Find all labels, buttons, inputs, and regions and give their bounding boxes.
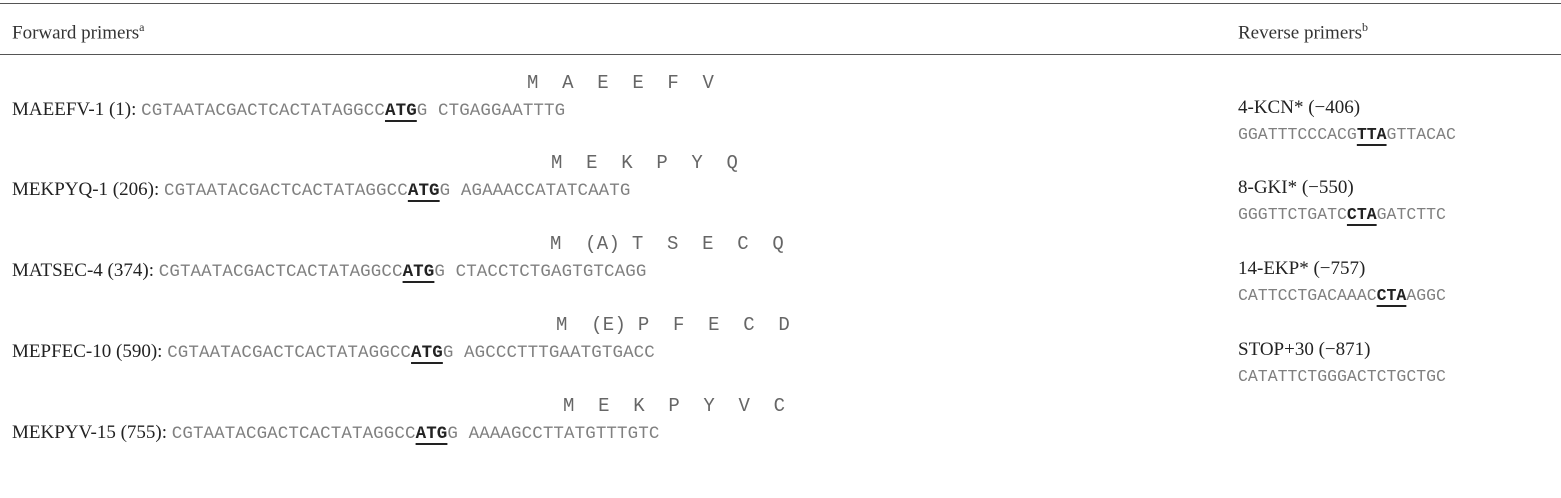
sequence-suffix: AGGC (1406, 286, 1446, 305)
sequence-prefix: CGTAATACGACTCACTATAGGCC (141, 101, 385, 121)
primer-sequence (164, 181, 631, 201)
sequence-suffix: G AAAAGCCTTATGTTTGTC (447, 424, 660, 444)
table-top-rule (0, 3, 1561, 4)
start-codon: ATG (407, 181, 440, 201)
forward-primer-row (12, 422, 659, 444)
primer-sequence (167, 343, 655, 363)
reverse-primers-header (1238, 20, 1368, 44)
start-codon: ATG (415, 424, 448, 444)
sequence-prefix: CATATTCTGGGACTCTGCTGC (1238, 367, 1446, 386)
primer-name: MATSEC-4 (374): (12, 260, 154, 281)
sequence-suffix: GATCTTC (1376, 205, 1446, 224)
primer-sequence (172, 424, 660, 444)
forward-header-footnote: a (139, 20, 145, 34)
amino-acid-row: M E K P Y Q (551, 152, 739, 174)
amino-acid-row: M E K P Y V C (563, 395, 786, 417)
sequence-suffix: G CTACCTCTGAGTGTCAGG (434, 262, 647, 282)
forward-primer-row (12, 341, 655, 363)
sequence-prefix: CGTAATACGACTCACTATAGGCC (167, 343, 412, 363)
primer-name: MAEEFV-1 (1): (12, 99, 137, 120)
start-codon: ATG (411, 343, 443, 363)
sequence-suffix: G CTGAGGAATTTG (416, 101, 566, 121)
amino-acid-row: M (A) T S E C Q (550, 233, 785, 255)
reverse-primer-name: 4-KCN* (−406) (1238, 97, 1361, 118)
reverse-header-footnote: b (1361, 20, 1368, 34)
amino-acid-row: M (E) P F E C D (556, 314, 791, 336)
reverse-primer-name: 8-GKI* (−550) (1238, 177, 1354, 198)
sequence-prefix: GGGTTCTGATC (1238, 205, 1347, 224)
sequence-suffix: G AGAAACCATATCAATG (439, 181, 631, 201)
forward-primers-header (12, 20, 145, 44)
reverse-primer-sequence (1238, 125, 1456, 144)
reverse-primer-name: STOP+30 (−871) (1238, 339, 1371, 360)
sequence-suffix: GTTACAC (1386, 125, 1456, 144)
stop-codon: CTA (1376, 286, 1407, 305)
primer-name: MEPFEC-10 (590): (12, 341, 163, 362)
reverse-primer-sequence (1238, 205, 1446, 224)
primer-name: MEKPYQ-1 (206): (12, 179, 160, 200)
sequence-prefix: CGTAATACGACTCACTATAGGCC (164, 181, 408, 201)
start-codon: ATG (402, 262, 435, 282)
sequence-prefix: CGTAATACGACTCACTATAGGCC (158, 262, 403, 282)
primer-sequence (141, 101, 565, 121)
reverse-primer-name: 14-EKP* (−757) (1238, 258, 1366, 279)
reverse-primer-sequence (1238, 286, 1446, 305)
primer-sequence (159, 262, 647, 282)
sequence-suffix: G AGCCCTTTGAATGTGACC (442, 343, 655, 363)
reverse-header-label: Reverse primers (1238, 22, 1362, 44)
forward-primer-row (12, 179, 631, 201)
primer-name: MEKPYV-15 (755): (12, 422, 167, 443)
stop-codon: CTA (1346, 205, 1377, 224)
sequence-prefix: CGTAATACGACTCACTATAGGCC (171, 424, 416, 444)
sequence-prefix: GGATTTCCCACG (1238, 125, 1357, 144)
forward-primer-row (12, 99, 565, 121)
sequence-prefix: CATTCCTGACAAAC (1238, 286, 1377, 305)
header-rule (0, 54, 1561, 55)
forward-primer-row (12, 260, 646, 282)
start-codon: ATG (384, 101, 417, 121)
reverse-primer-sequence (1238, 367, 1446, 386)
forward-header-label: Forward primers (12, 22, 140, 44)
stop-codon: TTA (1356, 125, 1387, 144)
amino-acid-row: M A E E F V (527, 72, 715, 94)
